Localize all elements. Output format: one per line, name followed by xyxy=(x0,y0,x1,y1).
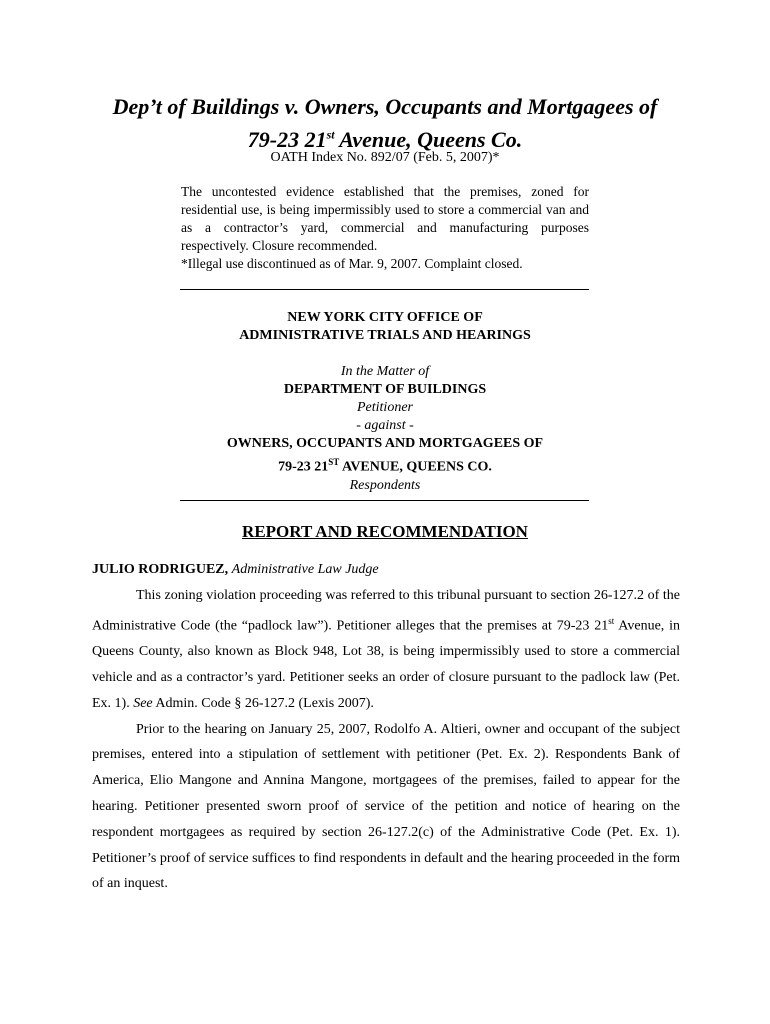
case-title-street: Avenue, Queens Co. xyxy=(334,127,523,153)
case-caption xyxy=(100,309,670,495)
case-title-ordinal: st xyxy=(326,128,335,142)
petitioner-label: Petitioner xyxy=(357,400,413,415)
paragraph-1-part-a: This zoning violation proceeding was referred to this tribunal pursuant to section 26-127.2 of the Administrative Code (the “padlock law”). Petitioner alleges that the premises at 79-23 21 xyxy=(92,588,680,634)
divider-bottom xyxy=(180,500,589,501)
caption-spacer xyxy=(100,345,670,363)
paragraph-1-ordinal: st xyxy=(608,615,615,626)
respondent-street: AVENUE, QUEENS CO. xyxy=(339,459,492,475)
case-title xyxy=(60,93,710,154)
headnote-closed-note: *Illegal use discontinued as of Mar. 9, 2007. Complaint closed. xyxy=(181,256,523,271)
respondent-ordinal: ST xyxy=(328,457,340,467)
respondent-name-line-2 xyxy=(100,453,670,477)
respondents-label: Respondents xyxy=(349,477,421,493)
paragraph-1-part-b: Avenue, in Queens County, also known as Block 948, Lot 38, is being impermissibly used to store a commercial vehicle and as a contractor’s yard. Petitioner seeks an order of closure pursuant to the padlock law (Pet. Ex. 1). xyxy=(92,618,680,711)
headnote-summary: The uncontested evidence established that the premises, zoned for residential use, is being impermissibly used to store a commercial van and as a contractor’s yard, commercial and manufacturing purposes respectively. Closure recommended. xyxy=(181,184,589,253)
headnote xyxy=(181,183,589,273)
against-label: - against - xyxy=(356,418,414,433)
paragraph-1-part-c: Admin. Code § 26-127.2 (Lexis 2007). xyxy=(152,695,374,711)
judge-title: Administrative Law Judge xyxy=(231,562,379,577)
oath-index-line: OATH Index No. 892/07 (Feb. 5, 2007)* xyxy=(270,150,500,165)
judge-name: JULIO RODRIGUEZ, xyxy=(92,562,229,577)
case-title-line-1: Dep’t of Buildings v. Owners, Occupants and Mortgagees of xyxy=(112,94,658,119)
paragraph-1 xyxy=(92,583,680,717)
report-heading: REPORT AND RECOMMENDATION xyxy=(242,522,528,541)
paragraph-2: Prior to the hearing on January 25, 2007, Rodolfo A. Altieri, owner and occupant of the subject premises, entered into a stipulation of settlement with petitioner (Pet. Ex. 2). Respondents Bank of America, Elio Mangone and Annina Mangone, mortgagees of the premises, failed to appear for the hearing. Petitioner presented sworn proof of service of the petition and notice of hearing on the respondent mortgagees as required by section 26-127.2(c) of the Administrative Code (Pet. Ex. 1). Petitioner’s proof of service suffices to find respondents in default and the hearing proceeded in the form of an inquest. xyxy=(92,721,680,892)
in-the-matter-of: In the Matter of xyxy=(340,364,430,379)
paragraph-1-see-signal: See xyxy=(133,695,153,711)
report-body xyxy=(92,583,680,897)
respondent-address: 79-23 21 xyxy=(278,459,329,475)
office-name-line-2: ADMINISTRATIVE TRIALS AND HEARINGS xyxy=(239,328,531,343)
petitioner-name: DEPARTMENT OF BUILDINGS xyxy=(283,382,487,397)
respondent-name-line-1: OWNERS, OCCUPANTS AND MORTGAGEES OF xyxy=(226,436,544,451)
judge-line xyxy=(92,561,379,579)
divider-top xyxy=(180,289,589,290)
office-name-line-1: NEW YORK CITY OFFICE OF xyxy=(287,310,483,325)
case-title-address: 79-23 21 xyxy=(247,127,327,153)
